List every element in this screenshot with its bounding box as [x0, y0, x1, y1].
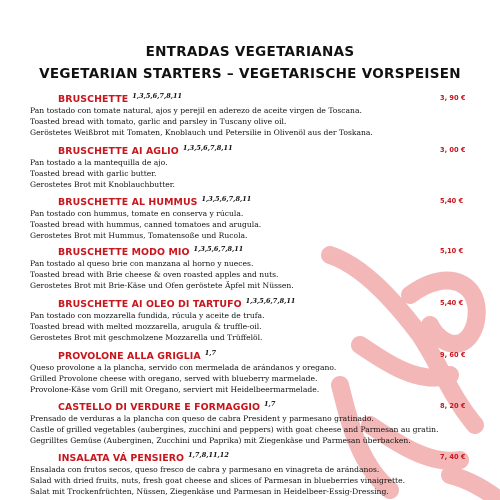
description-en: Toasted bread with Brie cheese & oven roasted apples and nuts. [30, 270, 279, 279]
description-de: Gerostetes Brot mit Knoblauchbutter. [30, 180, 175, 189]
description-de: Gegrilltes Gemüse (Auberginen, Zucchini und Paprika) mit Ziegenkäse und Parmesan überbacken. [30, 436, 411, 445]
item-allergens: 1,3,5,6,7,8,11 [193, 245, 244, 253]
item-allergens: 1,7 [264, 400, 276, 408]
description-en: Toasted bread with hummus, canned tomatoes and arugula. [30, 220, 262, 229]
description-es: Pan tostado con mozzarella fundida, rúcula y aceite de trufa. [30, 311, 265, 320]
item-allergens: 1,3,5,6,7,8,11 [182, 144, 233, 152]
description-es: Pan tostado al queso brie con manzana al horno y nueces. [30, 259, 254, 268]
page-title: ENTRADAS VEGETARIANAS [145, 44, 355, 60]
description-es: Pan tostado a la mantequilla de ajo. [30, 158, 168, 167]
description-en: Toasted bread with melted mozzarella, arugula & truffle-oil. [30, 322, 262, 331]
item-price: 5,40 € [440, 197, 464, 205]
item-name: CASTELLO DI VERDURE E FORMAGGIO [58, 402, 261, 414]
description-de: Provolone-Käse vom Grill mit Oregano, serviert mit Heidelbeermarmelade. [30, 385, 320, 394]
description-es: Pan tostado con tomate natural, ajos y perejil en aderezo de aceite virgen de Toscana. [30, 106, 362, 115]
description-de: Gerostetes Brot mit Hummus, Tomatensoße und Rucola. [30, 231, 248, 240]
description-es: Pan tostado con hummus, tomate en conserva y rúcula. [30, 209, 244, 218]
item-price: 5,40 € [440, 299, 464, 307]
item-price: 3, 00 € [440, 146, 466, 154]
description-de: Gerostetes Brot mit geschmolzene Mozzarella und Trüffelöl. [30, 333, 263, 342]
description-de: Geröstetes Weißbrot mit Tomaten, Knoblauch und Petersilie in Olivenöl aus der Toskana. [30, 128, 373, 137]
item-allergens: 1,3,5,6,7,8,11 [132, 92, 183, 100]
item-price: 5,10 € [440, 247, 464, 255]
item-allergens: 1,7,8,11,12 [188, 451, 229, 459]
item-price: 3, 90 € [440, 94, 466, 102]
item-name: INSALATA VÁ PENSIERO [58, 453, 185, 465]
description-en: Grilled Provolone cheese with oregano, served with blueberry marmelade. [30, 374, 318, 383]
item-name: BRUSCHETTE AI AGLIO [58, 146, 179, 158]
item-allergens: 1,3,5,6,7,8,11 [201, 195, 252, 203]
description-de: Salat mit Trockenfrüchten, Nüssen, Ziegenkäse und Parmesan in Heidelbeer-Essig-Dressing. [30, 487, 389, 496]
item-price: 7, 40 € [440, 453, 466, 461]
description-es: Prensado de verduras a la plancha con queso de cabra President y parmesano gratinado. [30, 414, 374, 423]
description-de: Gerostetes Brot mit Brie-Käse und Ofen geröstete Äpfel mit Nüssen. [30, 281, 294, 290]
item-allergens: 1,7 [204, 349, 217, 357]
description-en: Toasted bread with garlic butter. [30, 169, 157, 178]
page-subtitle: VEGETARIAN STARTERS – VEGETARISCHE VORSPEISEN [39, 66, 461, 82]
item-name: BRUSCHETTE MODO MIO [58, 247, 190, 259]
item-name: BRUSCHETTE [58, 94, 129, 106]
item-price: 9, 60 € [440, 351, 466, 359]
description-es: Queso provolone a la plancha, servido con mermelada de arándanos y oregano. [30, 363, 337, 372]
item-price: 8, 20 € [440, 402, 466, 410]
description-en: Castle of grilled vegetables (aubergines, zucchini and peppers) with goat cheese and Parmesan au gratin. [30, 425, 439, 434]
item-allergens: 1,3,5,6,7,8,11 [245, 297, 296, 305]
item-name: BRUSCHETTE AI OLEO DI TARTUFO [58, 299, 242, 311]
item-name: PROVOLONE ALLA GRIGLIA [58, 351, 201, 363]
description-en: Toasted bread with tomato, garlic and parsley in Tuscany olive oil. [30, 117, 287, 126]
description-en: Salad with dried fruits, nuts, fresh goat cheese and slices of Parmesan in blueberries vinaigrette. [30, 476, 405, 485]
description-es: Ensalada con frutos secos, queso fresco de cabra y parmesano en vinagreta de arándanos. [30, 465, 380, 474]
item-name: BRUSCHETTE AL HUMMUS [58, 197, 198, 209]
